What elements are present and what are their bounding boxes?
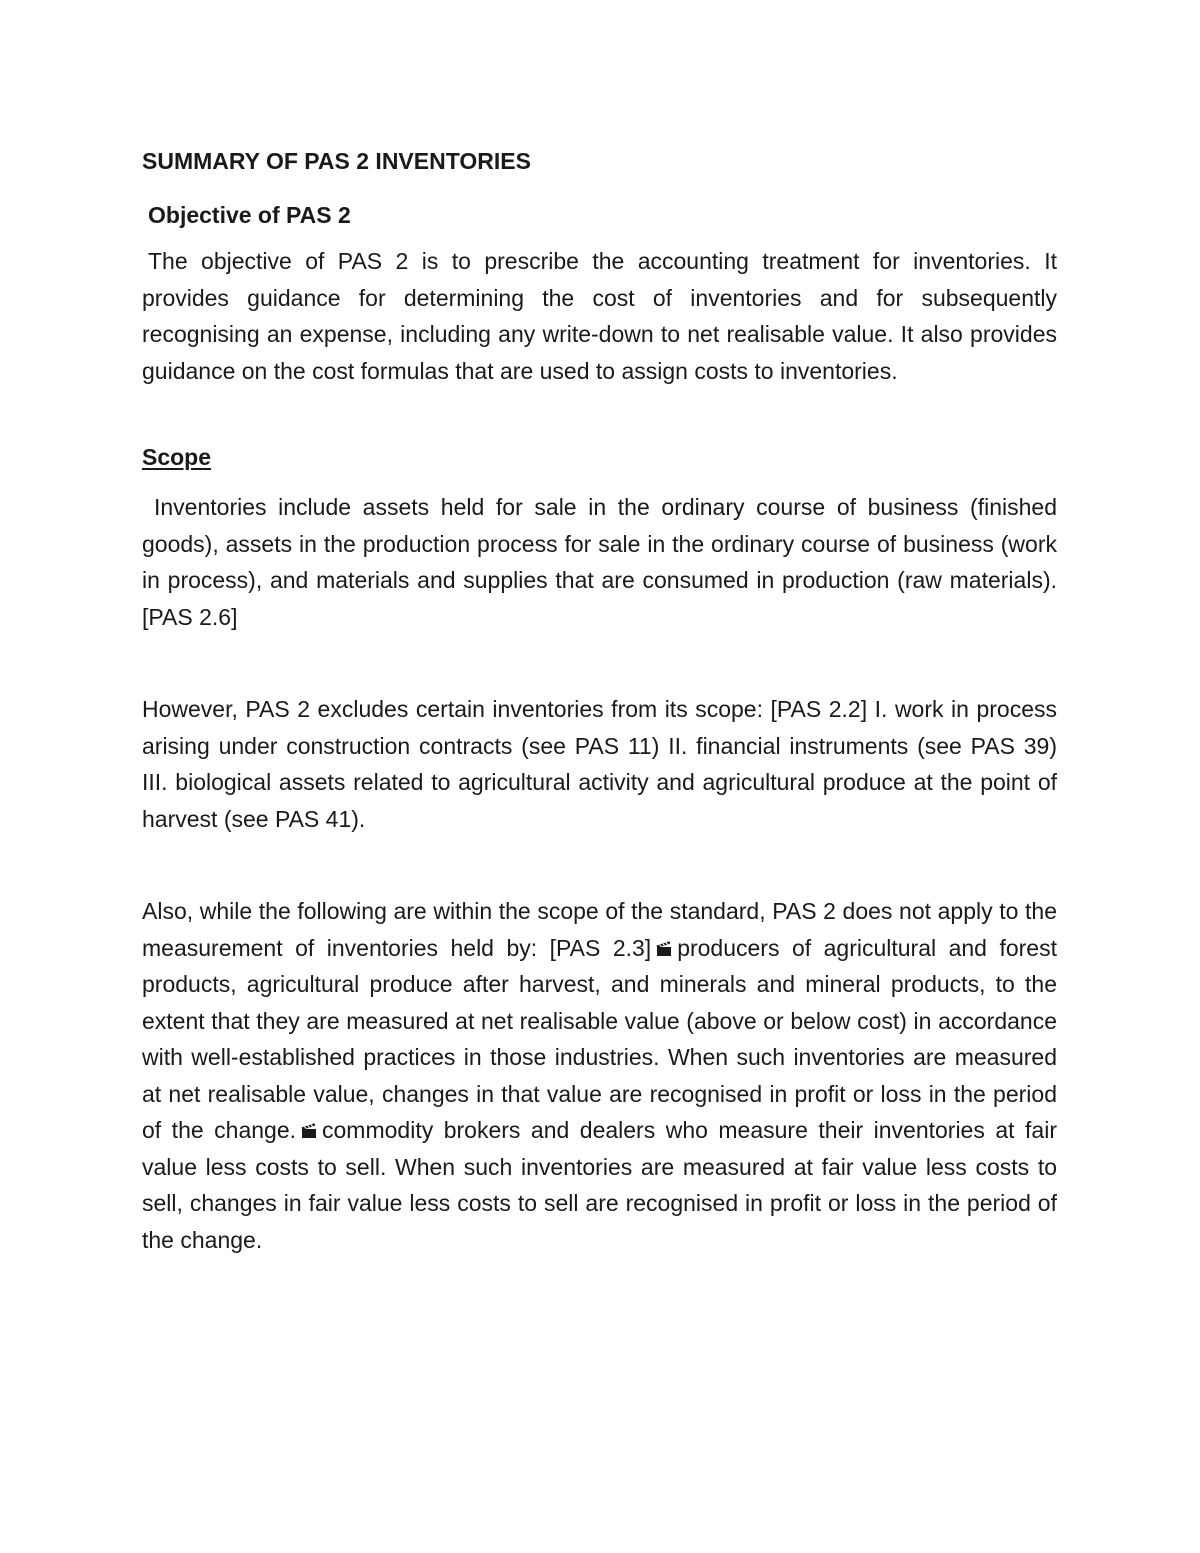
objective-heading: Objective of PAS 2: [148, 202, 351, 228]
scope-paragraph: Inventories include assets held for sale in the ordinary course of business (finished goods), assets in the production process for sale in the ordinary course of business (work in process), and materials and supplies that are consumed in production (raw materials). [PAS 2.6]: [142, 494, 1057, 630]
scope-exclusions-paragraph: However, PAS 2 excludes certain inventories from its scope: [PAS 2.2] I. work in process arising under construction contracts (see PAS 11) II. financial instruments (see PAS 39) III. biological assets related to agricultural activity and agricultural produce at the point of harvest (see PAS 41).: [142, 696, 1057, 832]
document-title: SUMMARY OF PAS 2 INVENTORIES: [142, 148, 531, 174]
exemption-item-producers: producers of agricultural and forest products, agricultural produce after harvest, and minerals and mineral products, to the extent that they are measured at net realisable value (above or below cost) in accordance with well-established practices in those industries. When such inventories are measured at net realisable value, changes in that value are recognised in profit or loss in the period of the change.: [142, 934, 1057, 1143]
exemption-item-commodity-brokers: commodity brokers and dealers who measure their inventories at fair value less costs to sell. When such inventories are measured at fair value less costs to sell, changes in fair value less costs to sell are recognised in profit or loss in the period of the change.: [142, 1117, 1057, 1253]
clapperboard-icon: [655, 940, 673, 958]
scope-heading: Scope: [142, 444, 212, 470]
objective-paragraph: The objective of PAS 2 is to prescribe the accounting treatment for inventories. It provides guidance for determining the cost of inventories and for subsequently recognising an expense, including any write-down to net realisable value. It also provides guidance on the cost formulas that are used to assign costs to inventories.: [142, 248, 1057, 384]
exemptions-intro: Also, while the following are within the scope of the standard, PAS 2 does not apply to the measurement of inventories held by: [PAS 2.3]: [142, 898, 1057, 961]
scope-measurement-exemptions-paragraph: [142, 893, 1057, 1258]
clapperboard-icon: [300, 1122, 318, 1140]
document-body: [142, 143, 1057, 1258]
